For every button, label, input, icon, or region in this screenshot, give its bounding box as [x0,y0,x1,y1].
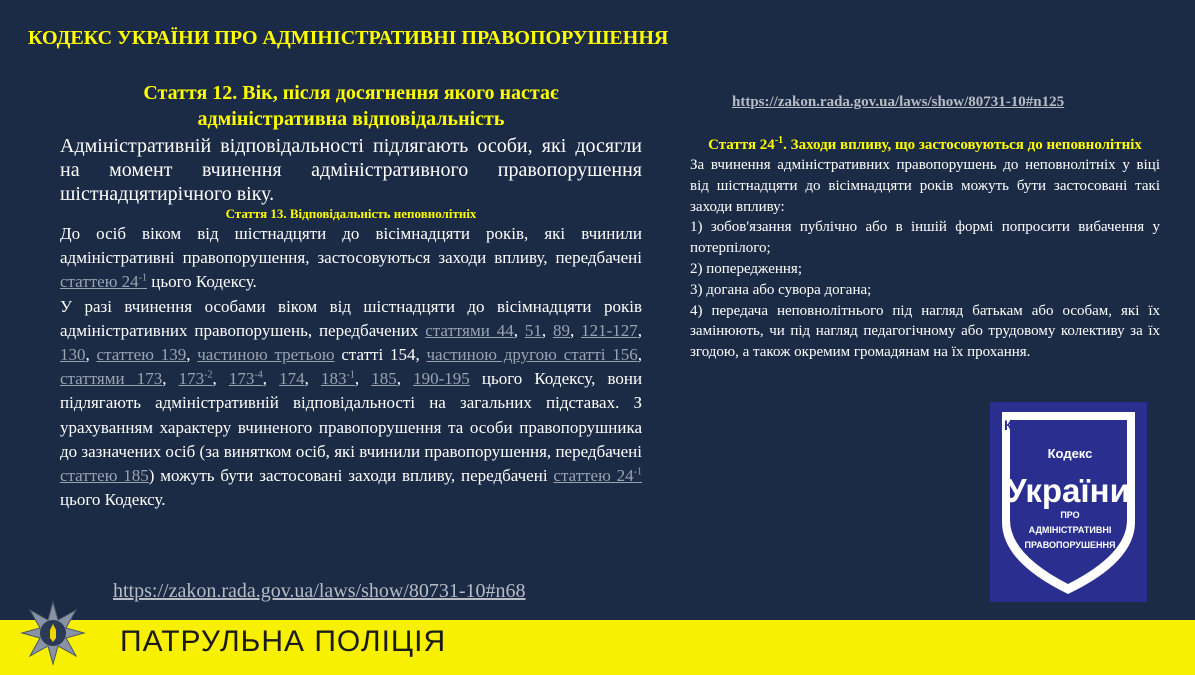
link-article-173-4[interactable] [229,369,263,388]
link-label: 173 [178,369,205,389]
article-12-heading-line2: адміністративна відповідальність [197,108,505,130]
text-span: У разі вчинення особами віком від шістнадцяти до вісімнадцяти років адміністративних правопорушень, передбачених [60,296,642,340]
link-article-130[interactable]: 130 [60,345,86,365]
link-sup: -2 [204,369,213,381]
source-url-n125[interactable]: https://zakon.rada.gov.ua/laws/show/80731-10#n125 [732,94,1065,110]
article-13-heading: Стаття 13. Відповідальність неповнолітніх [225,206,477,221]
article-12-heading-line1: Стаття 12. Вік, після досягнення якого настає [143,82,559,104]
link-sup: -4 [254,369,263,381]
article-13-paragraph-1 [60,222,642,295]
link-article-51[interactable]: 51 [524,320,542,340]
link-article-174[interactable]: 174 [279,369,305,389]
link-sup: -1 [633,466,642,478]
article-13-paragraph-2: У разі вчинення особами віком від шістнадцяти до вісімнадцяти років адміністративних правопорушень, передбачених статтями 44, 51, 89, 121-127, 130, статтею 139, частиною третьою статті 154, частиною другою статті 156, статтями 173, $173^{-2}$, $173^{-4}$, 174, $183^{-1}$, 185, 190-195 цього Кодексу, вони підлягають адміністративній відповідальності на загальних підставах. З урахуванням характеру вчиненого правопорушення та особи правопорушника до зазначених осіб (за винятком осіб, які вчинили правопорушення, передбачені статтею 185) можуть бути застосовані заходи впливу, передбачені статтею $24^{-1}$ цього Кодексу. [60,296,643,510]
article-24-heading [690,136,1160,155]
article-12-body: Адміністративній відповідальності підлягають особи, які досягли на момент вчинення адміністративного правопорушення шістнадцятирічного віку. [60,135,642,205]
link-label: 173 [228,369,255,389]
article-24-item-4: 4) передача неповнолітнього під нагляд батькам або особам, які їх замінюють, чи під нагляд педагогічному або трудовому колективу за їх згодою, а також окремим громадянам на їх прохання. [690,302,1160,361]
link-label: 183 [320,369,347,389]
link-article-121-127[interactable]: 121-127 [581,320,638,340]
link-label: статтею 24 [60,272,139,292]
heading-text: Стаття 24 [708,137,775,153]
footer-title: ПАТРУЛЬНА ПОЛІЦІЯ [120,625,447,658]
book-line-pro: ПРО [1060,510,1080,520]
link-article-89[interactable]: 89 [552,320,570,340]
heading-text: . Заходи впливу, що застосовуються до неповнолітніх [783,137,1142,153]
link-article-185-b[interactable]: статтею 185 [60,466,149,486]
link-article-24-1-b[interactable] [553,466,642,485]
link-part-two-article-156[interactable]: частиною другою статті 156 [426,345,638,365]
text-span: цього Кодексу, вони підлягають адміністративній відповідальності на загальних підставах. З урахуванням характеру вчиненого правопорушення та особи правопорушника до зазначених осіб (за винятком осіб, які вчинили правопорушення, передбачені [60,369,643,461]
article-24-item-3: 3) догана або сувора догана; [690,281,872,298]
text-span: цього Кодексу. [60,490,166,510]
article-24-intro: За вчинення адміністративних правопорушень до неповнолітніх у віці від шістнадцяти до вісімнадцяти років можуть бути застосовані такі заходи впливу: [690,157,1160,215]
link-article-183-1[interactable] [321,369,355,388]
text-span: статті 154, [334,345,427,365]
left-column [60,80,642,512]
police-star-icon [20,600,86,666]
book-word-ukrainy: України [1006,472,1130,509]
link-article-173-2[interactable] [179,369,213,388]
text-span: До осіб віком від шістнадцяти до вісімнадцяти років, які вчинили адміністративні правопорушення, застосовуються заходи впливу, передбачені [60,224,642,268]
article-24-item-2: 2) попередження; [690,260,802,277]
link-part-three[interactable]: частиною третьою [197,345,335,365]
logo-text: КУ [1004,417,1022,433]
code-book-cover-image [990,402,1147,602]
page-title: КОДЕКС УКРАЇНИ ПРО АДМІНІСТРАТИВНІ ПРАВОПОРУШЕННЯ [28,27,669,49]
link-article-190-195[interactable]: 190-195 [413,369,470,389]
link-label: статтею 24 [553,466,634,486]
article-12-heading [60,80,642,132]
book-word-kodeks: Кодекс [1047,446,1093,461]
heading-sup: -1 [774,135,784,146]
link-article-139[interactable]: статтею 139 [96,345,187,365]
article-24-item-1: 1) зобов'язання публічно або в іншій формі попросити вибачення у потерпілого; [690,219,1160,257]
book-line-violations: ПРАВОПОРУШЕННЯ [1024,540,1116,550]
article-24-body [690,155,1160,363]
link-article-185[interactable]: 185 [371,369,397,389]
book-line-admin: АДМІНІСТРАТИВНІ [1028,525,1112,535]
link-sup: -1 [138,272,147,284]
source-url-n68[interactable]: https://zakon.rada.gov.ua/laws/show/80731-10#n68 [113,580,526,602]
article-13-body [60,222,642,512]
link-article-44[interactable]: статтями 44 [425,320,514,340]
text-span: ) можуть бути застосовані заходи впливу, передбачені [148,466,554,486]
right-column [690,136,1160,363]
link-article-24-1[interactable] [60,272,147,291]
link-article-173[interactable]: статтями 173 [60,369,163,389]
text-span: цього Кодексу. [147,272,257,292]
book-cover-art [990,402,1147,602]
link-sup: -1 [346,369,355,381]
